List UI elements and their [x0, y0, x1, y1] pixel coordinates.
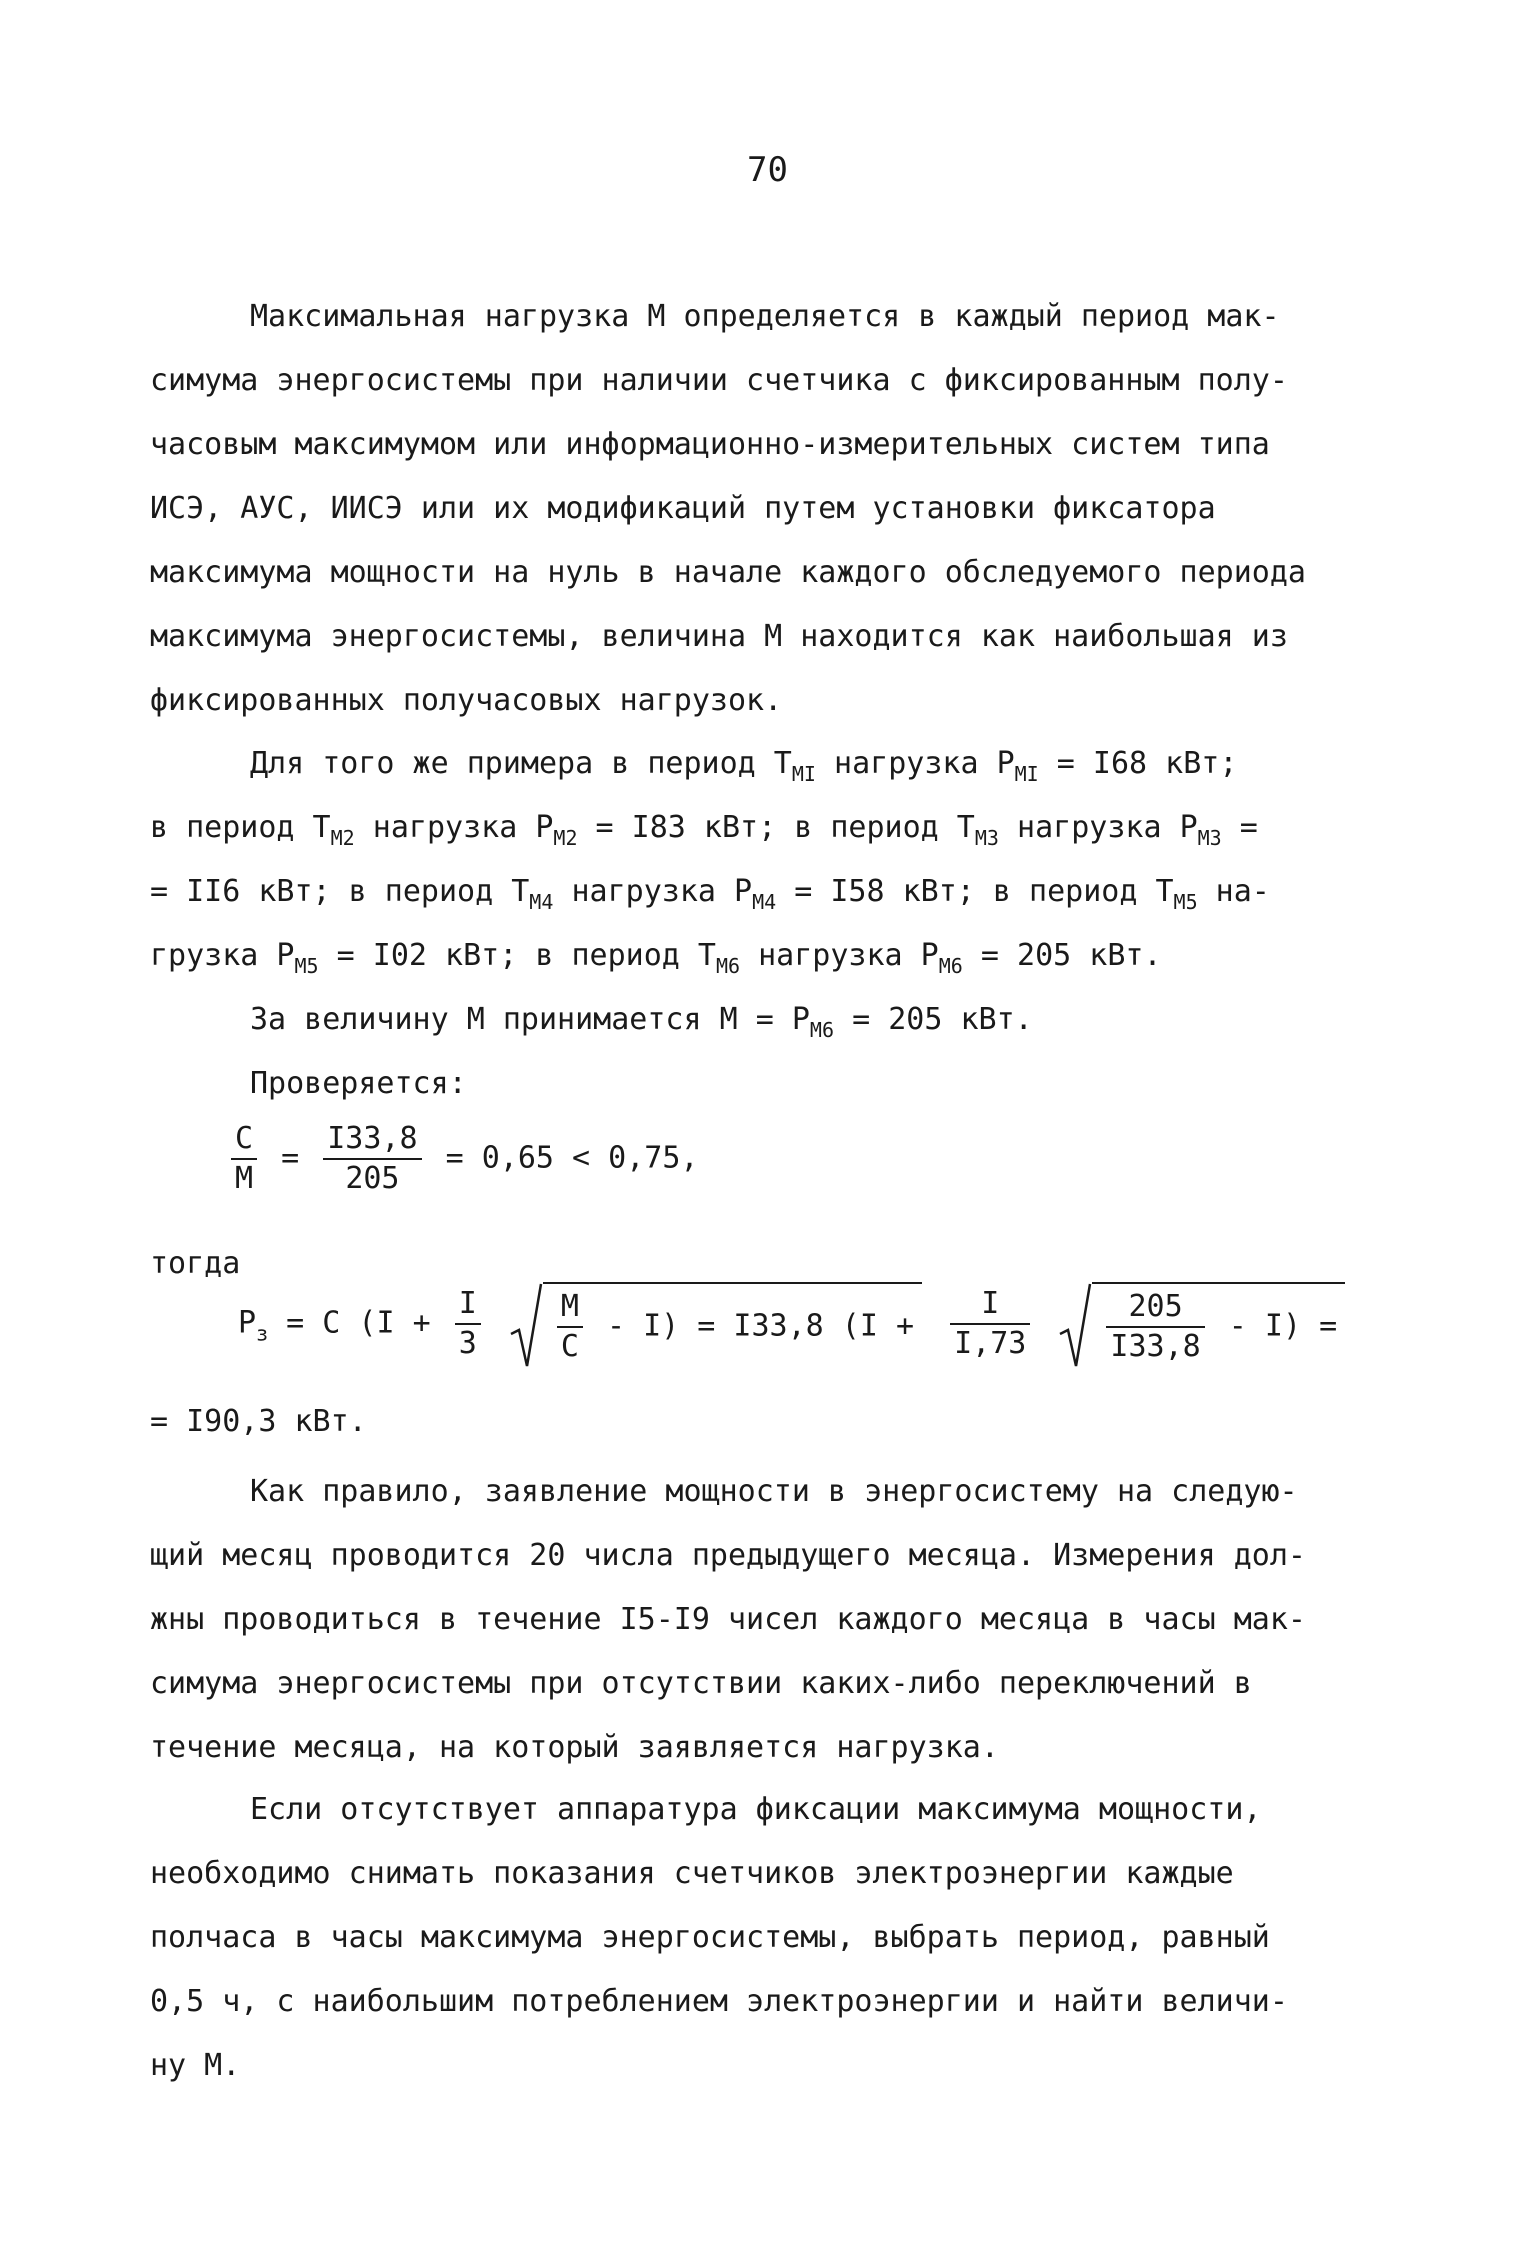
fraction-c-over-m: $\frac{С}{М}$	[231, 1120, 257, 1198]
page-number: 70	[747, 150, 788, 190]
text-line: часовым максимумом или информационно-измерительных систем типа	[150, 427, 1270, 462]
text-line: За величину М принимается $М = Р_{М6} = 205$ кВт.	[250, 1002, 1033, 1042]
text-line: необходимо снимать показания счетчиков электроэнергии каждые	[150, 1856, 1234, 1891]
text-line: Если отсутствует аппаратура фиксации максимума мощности,	[250, 1792, 1262, 1827]
text-line: в период $Т_{М2}$ нагрузка $Р_{М2} = I83$ кВт; в период $Т_{М3}$ нагрузка $Р_{М3}$ =	[150, 810, 1258, 850]
formula-power: $Р_з = С$ (I + $\frac{I}{3}$ $\frac{М}{С}$ - I) = I33,8 (I + $\frac{I}{I,73}$ $\frac{205}{I33,8}$ - I) =	[238, 1282, 1349, 1366]
text-line: = II6 кВт; в период $Т_{М4}$ нагрузка $Р_{М4} = I58$ кВт; в период $Т_{М5}$ на-	[150, 874, 1270, 914]
fraction-one-third: $\frac{I}{3}$	[455, 1285, 481, 1363]
radical-sign	[1058, 1282, 1092, 1368]
formula-ratio: $\frac{С}{М}$ = $\frac{I33,8}{205}$ = 0,65 < 0,75,	[225, 1120, 699, 1198]
text-line: полчаса в часы максимума энергосистемы, выбрать период, равный	[150, 1920, 1270, 1955]
text-line: Максимальная нагрузка М определяется в каждый период мак-	[250, 299, 1280, 334]
paragraph-4	[150, 1778, 1390, 2098]
text-line: жны проводиться в течение I5-I9 чисел каждого месяца в часы мак-	[150, 1602, 1306, 1637]
fraction-one-over-173: $\frac{I}{I,73}$	[950, 1285, 1030, 1363]
radical-sign	[509, 1282, 543, 1368]
paragraph-3	[150, 1460, 1390, 1780]
text-line: ну М.	[150, 2048, 241, 2083]
paragraph-1	[150, 285, 1390, 733]
text-line: Как правило, заявление мощности в энергосистему на следую-	[250, 1474, 1298, 1509]
text-line: грузка $Р_{М5} = I02$ кВт; в период $Т_{М6}$ нагрузка $Р_{М6} = 205$ кВт.	[150, 938, 1162, 978]
paragraph-2	[150, 732, 1390, 1116]
fraction-values: $\frac{I33,8}{205}$	[323, 1120, 421, 1198]
fraction-m-over-c: $\frac{М}{С}$	[557, 1288, 583, 1366]
text-line: симума энергосистемы при наличии счетчика с фиксированным полу-	[150, 363, 1288, 398]
result-line: = I90,3 кВт.	[150, 1404, 367, 1439]
text-line: максимума энергосистемы, величина М находится как наибольшая из	[150, 619, 1288, 654]
fraction-205-over-1338: $\frac{205}{I33,8}$	[1106, 1288, 1204, 1366]
text-line: течение месяца, на который заявляется нагрузка.	[150, 1730, 999, 1765]
sqrt-symbol: $\frac{М}{С}$ - I) = I33,8 (I +	[509, 1282, 922, 1366]
text-line: щий месяц проводится 20 числа предыдущего месяца. Измерения дол-	[150, 1538, 1306, 1573]
then-label: тогда	[150, 1246, 241, 1281]
text-line: 0,5 ч, с наибольшим потреблением электроэнергии и найти величи-	[150, 1984, 1288, 2019]
check-label: Проверяется:	[250, 1066, 467, 1101]
text-line: Для того же примера в период $Т_{МI}$ нагрузка $Р_{МI} = I68$ кВт;	[250, 746, 1238, 786]
text-line: максимума мощности на нуль в начале каждого обследуемого периода	[150, 555, 1306, 590]
text-line: фиксированных получасовых нагрузок.	[150, 683, 783, 718]
text-line: симума энергосистемы при отсутствии каких-либо переключений в	[150, 1666, 1252, 1701]
text-line: ИСЭ, АУС, ИИСЭ или их модификаций путем установки фиксатора	[150, 491, 1216, 526]
sqrt-symbol-2: $\frac{205}{I33,8}$ - I) =	[1058, 1282, 1345, 1366]
